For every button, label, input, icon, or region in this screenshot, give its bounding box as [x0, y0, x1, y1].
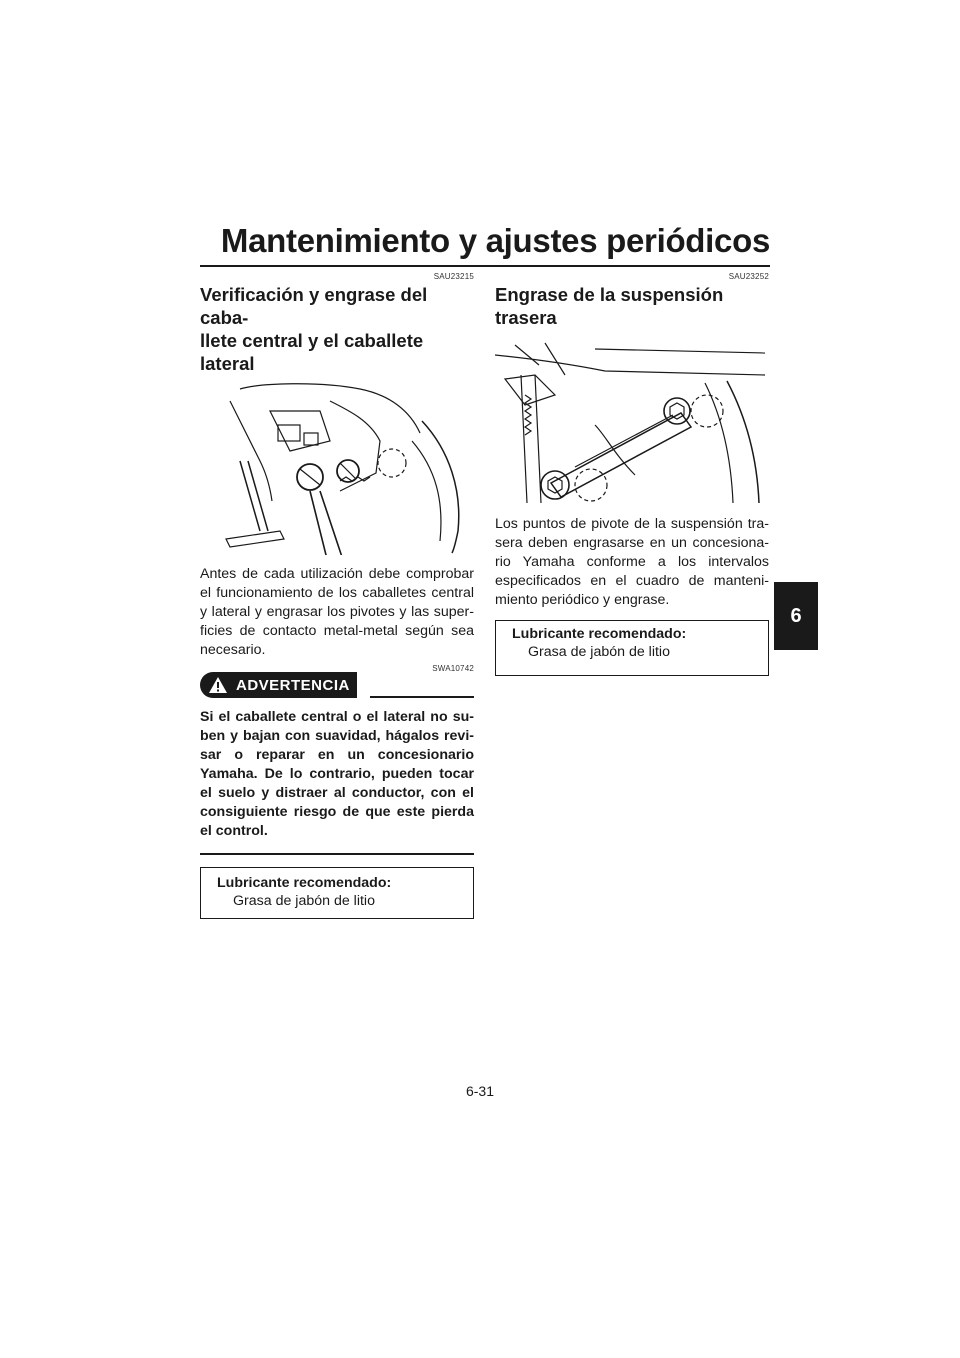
lubricant-box: [495, 620, 769, 676]
section-heading: Engrase de la suspensión trasera: [495, 284, 724, 328]
warning-label: ADVERTENCIA: [236, 676, 350, 694]
warning-code: SWA10742: [432, 664, 474, 673]
warning-header: [200, 672, 474, 698]
lubricant-value: Grasa de jabón de litio: [528, 644, 670, 660]
section-heading: Verificación y engrase del caba- llete central y el caballete lateral: [200, 284, 428, 374]
warning-text: Si el caballete central o el lateral no su-ben y bajan con suavidad, hágalos revi-sar o reparar en un concesionario Yamaha. De lo contrario, pueden tocar el suelo y distraer al conductor, con el consiguiente riesgo de que este pierda el control.: [200, 709, 474, 839]
suspension-paragraph: Los puntos de pivote de la suspensión tra-sera deben engrasarse en un concesiona-rio Yamaha conforme a los intervalos especificados en el cuadro de manteni-miento periódico y engrase.: [495, 516, 769, 608]
lubricant-value: Grasa de jabón de litio: [233, 893, 375, 909]
warning-rule: [370, 696, 474, 698]
stand-illustration: [200, 381, 474, 555]
section-code: SAU23215: [433, 272, 474, 281]
warning-end-rule: [200, 853, 474, 855]
right-column: [495, 272, 769, 676]
lubricant-label: Lubricante recomendado:: [217, 875, 392, 891]
page-number: 6-31: [465, 1083, 495, 1099]
stand-paragraph: Antes de cada utilización debe comprobar el funcionamiento de los caballetes central y lateral y engrasar los pivotes y las super-ficies de contacto metal-metal según sea necesario.: [200, 566, 474, 658]
warning-triangle-icon: [200, 676, 236, 694]
suspension-illustration: [495, 335, 769, 505]
section-code: SAU23252: [728, 272, 769, 281]
page-title: Mantenimiento y ajustes periódicos: [220, 222, 770, 259]
lubricant-label: Lubricante recomendado:: [512, 626, 687, 642]
title-rule: [200, 265, 770, 267]
chapter-tab: 6: [774, 582, 818, 650]
left-column: [200, 272, 474, 919]
lubricant-box: [200, 867, 474, 919]
warning-badge: [200, 672, 357, 698]
